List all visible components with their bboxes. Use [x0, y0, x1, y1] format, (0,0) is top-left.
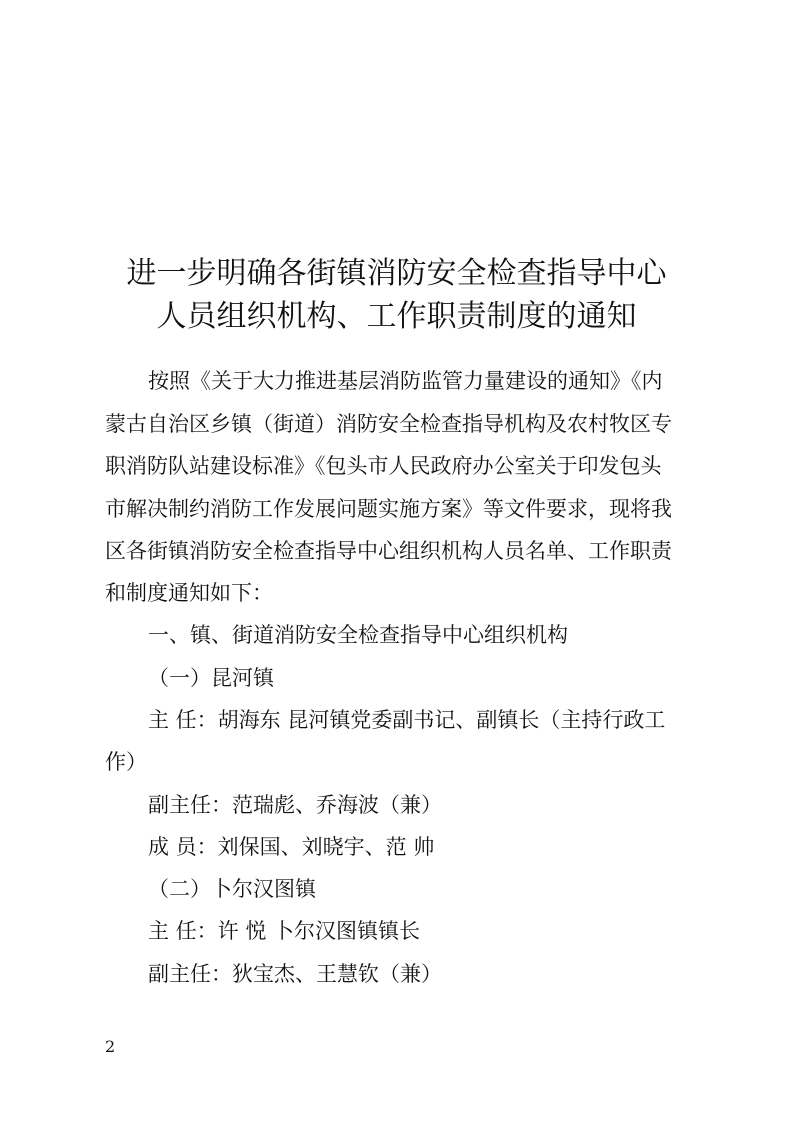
section-heading: 一、镇、街道消防安全检查指导中心组织机构: [148, 623, 568, 647]
subsection-heading: （一）昆河镇: [148, 666, 274, 690]
deputy-director-entry: 副主任：狄宝杰、王慧钦（兼）: [148, 962, 442, 986]
paragraph-line: 和制度通知如下：: [105, 581, 273, 605]
members-entry: 成 员：刘保国、刘晓宇、范 帅: [148, 835, 435, 859]
paragraph-line: 按照《关于大力推进基层消防监管力量建设的通知》《内: [148, 369, 663, 393]
director-entry: 主 任：许 悦 卜尔汉图镇镇长: [148, 919, 421, 943]
paragraph-line: 蒙古自治区乡镇（街道）消防安全检查指导机构及农村牧区专: [105, 412, 672, 436]
paragraph-line: 职消防队站建设标准》《包头市人民政府办公室关于印发包头: [105, 454, 662, 478]
document-title-line-1: 进一步明确各街镇消防安全检查指导中心: [126, 256, 667, 291]
paragraph-line: 区各街镇消防安全检查指导中心组织机构人员名单、工作职责: [105, 539, 672, 563]
subsection-heading: （二）卜尔汉图镇: [148, 877, 316, 901]
document-title-line-2: 人员组织机构、工作职责制度的通知: [156, 299, 637, 334]
paragraph-line: 市解决制约消防工作发展问题实施方案》等文件要求，现将我: [105, 497, 672, 521]
director-entry-continued: 作）: [105, 750, 147, 774]
deputy-director-entry: 副主任：范瑞彪、乔海波（兼）: [148, 793, 442, 817]
page-number: 2: [105, 1037, 116, 1056]
director-entry: 主 任：胡海东 昆河镇党委副书记、副镇长（主持行政工: [148, 708, 666, 732]
